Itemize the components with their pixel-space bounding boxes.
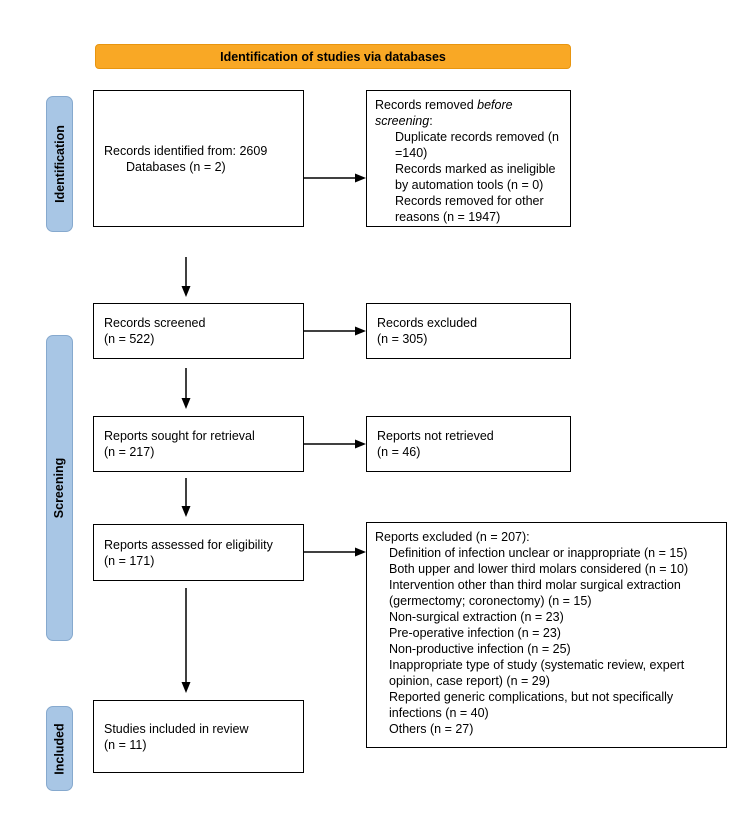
records-removed-item: Records marked as ineligible by automation tools (n = 0) <box>395 162 556 192</box>
box-records-identified <box>93 90 304 227</box>
banner-identification-via-databases <box>95 44 571 69</box>
reports-assessed-line1: Reports assessed for eligibility <box>104 537 273 552</box>
box-reports-sought <box>93 416 304 472</box>
studies-included-line1: Studies included in review <box>104 721 249 736</box>
reports-assessed-line2: (n = 171) <box>104 553 155 568</box>
reports-excluded-item: Definition of infection unclear or inappropriate (n = 15) <box>389 546 688 560</box>
reports-excluded-item: Non-surgical extraction (n = 23) <box>389 610 564 624</box>
records-removed-title-suffix: : <box>429 114 433 128</box>
reports-sought-line1: Reports sought for retrieval <box>104 429 255 443</box>
reports-excluded-item: Inappropriate type of study (systematic review, expert opinion, case report) (n = 29) <box>389 658 685 688</box>
phase-label-identification <box>46 96 73 232</box>
reports-excluded-item: Others (n = 27) <box>389 722 474 736</box>
box-records-excluded <box>366 303 571 359</box>
phase-label-included-text: Included <box>52 722 67 775</box>
records-removed-title-italic: before screening <box>375 98 513 128</box>
arrowhead-sought-to-not-retrieved <box>355 440 366 449</box>
records-identified-line1: Records identified from: 2609 <box>104 143 268 158</box>
records-removed-item: Records removed for other reasons (n = 1947) <box>395 194 544 224</box>
banner-label: Identification of studies via databases <box>220 49 446 64</box>
records-removed-item: Duplicate records removed (n =140) <box>395 130 559 160</box>
arrowhead-identified-to-screened <box>182 286 191 297</box>
records-excluded-line2: (n = 305) <box>377 332 428 346</box>
box-reports-excluded <box>366 522 727 748</box>
arrowhead-assessed-to-included <box>182 682 191 693</box>
reports-excluded-item: Pre-operative infection (n = 23) <box>389 626 561 640</box>
phase-label-screening-text: Screening <box>52 457 67 519</box>
records-removed-title-prefix: Records removed <box>375 98 478 112</box>
phase-label-identification-text: Identification <box>52 125 67 203</box>
reports-sought-line2: (n = 217) <box>104 445 155 459</box>
box-studies-included <box>93 700 304 773</box>
reports-not-retrieved-line1: Reports not retrieved <box>377 429 494 443</box>
reports-excluded-item: Reported generic complications, but not specifically infections (n = 40) <box>389 690 674 720</box>
records-removed-title <box>375 97 562 129</box>
studies-included-line2: (n = 11) <box>104 737 147 752</box>
box-records-screened <box>93 303 304 359</box>
arrowhead-sought-to-assessed <box>182 506 191 517</box>
reports-excluded-item: Both upper and lower third molars considered (n = 10) <box>389 562 689 576</box>
box-reports-not-retrieved <box>366 416 571 472</box>
reports-excluded-item: Intervention other than third molar surgical extraction (germectomy; coronectomy) (n = 15) <box>389 578 681 608</box>
records-screened-line1: Records screened <box>104 316 206 330</box>
reports-not-retrieved-line2: (n = 46) <box>377 445 421 459</box>
records-excluded-line1: Records excluded <box>377 316 478 330</box>
arrowhead-screened-to-excluded <box>355 327 366 336</box>
reports-excluded-item: Non-productive infection (n = 25) <box>389 642 571 656</box>
reports-excluded-title: Reports excluded (n = 207): <box>375 530 530 544</box>
box-reports-assessed <box>93 524 304 581</box>
records-identified-line2: Databases (n = 2) <box>126 159 226 174</box>
arrowhead-identified-to-removed <box>355 174 366 183</box>
records-screened-line2: (n = 522) <box>104 332 155 346</box>
arrowhead-screened-to-sought <box>182 398 191 409</box>
box-records-removed <box>366 90 571 227</box>
phase-label-included <box>46 706 73 791</box>
phase-label-screening <box>46 335 73 641</box>
arrowhead-assessed-to-reports-excluded <box>355 548 366 557</box>
